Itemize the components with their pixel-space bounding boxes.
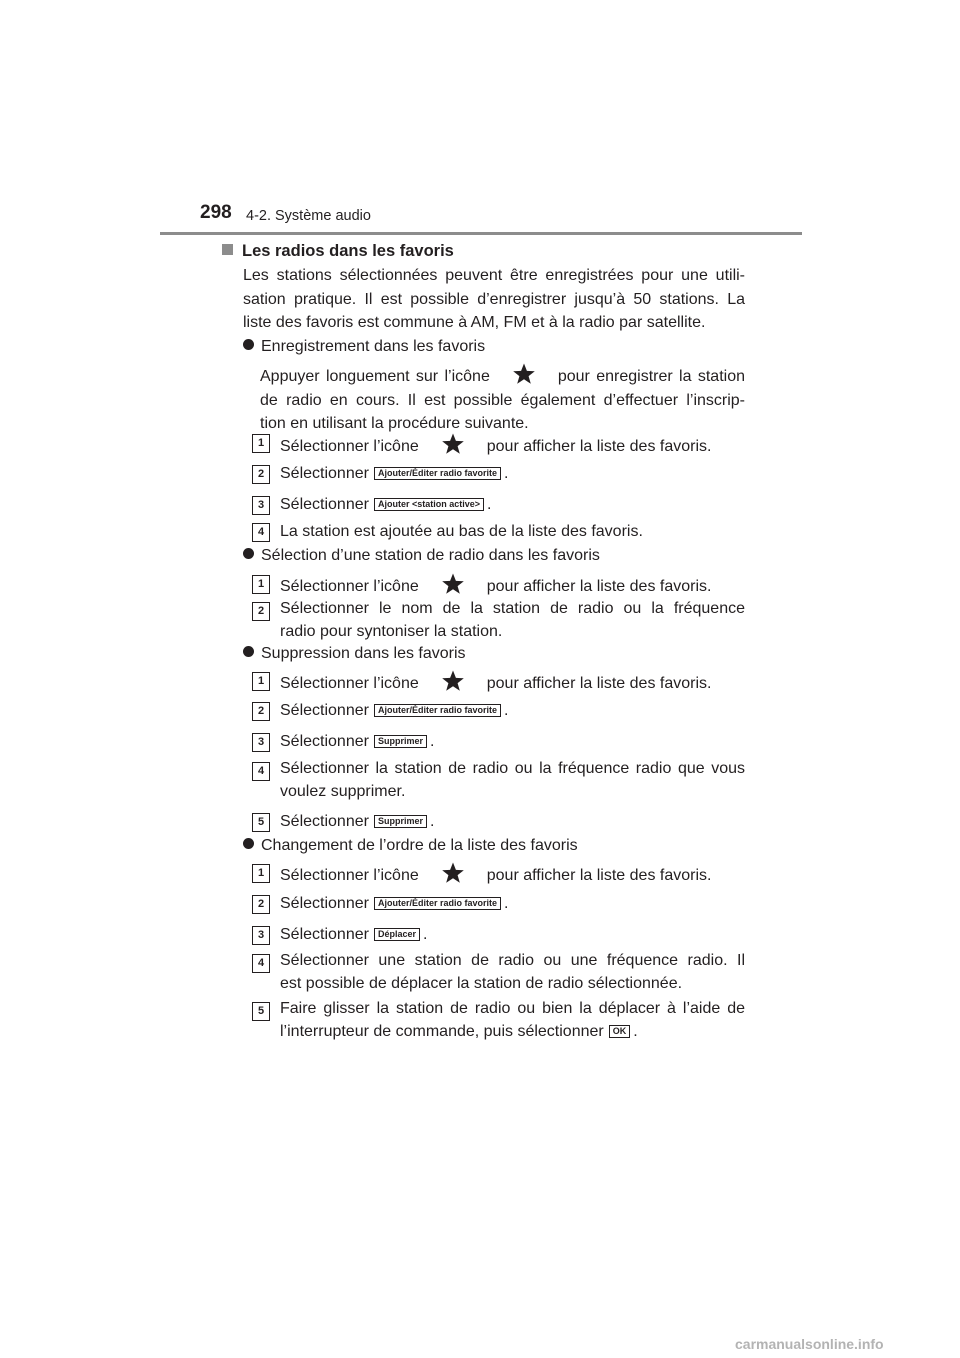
step-text: Sélectionner (280, 733, 369, 750)
bullet-reorder-text: Changement de l’ordre de la liste des favoris (261, 837, 578, 854)
step-text: Sélectionner (280, 895, 369, 912)
bullet-delete (243, 643, 466, 665)
description-line: tion en utilisant la procédure suivante. (260, 415, 529, 432)
header-divider (160, 232, 802, 235)
step-text: . (633, 1022, 638, 1040)
step-number: 3 (252, 496, 270, 515)
bullet-dot-icon (243, 548, 254, 559)
step-number: 1 (252, 672, 270, 691)
register-description (260, 362, 745, 436)
step-text: Sélectionner l’icône (280, 867, 419, 884)
move-button[interactable]: Déplacer (374, 928, 420, 941)
reorder-step-5 (280, 998, 745, 1043)
step-line: Sélectionner une station de radio ou une fréquence radio. Il (280, 952, 745, 969)
bullet-select-text: Sélection d’une station de radio dans les favoris (261, 547, 600, 564)
step-text: pour afficher la liste des favoris. (486, 578, 712, 595)
add-edit-favorite-button[interactable]: Ajouter/Éditer radio favorite (374, 467, 501, 480)
intro-line: Les stations sélectionnées peuvent être enregistrées pour une utili- (243, 267, 745, 284)
step-text: Sélectionner (280, 465, 369, 482)
step-text: Sélectionner (280, 496, 369, 513)
bullet-dot-icon (243, 339, 254, 350)
add-edit-favorite-button[interactable]: Ajouter/Éditer radio favorite (374, 704, 501, 717)
star-icon (441, 572, 465, 596)
delete-button[interactable]: Supprimer (374, 735, 427, 748)
step-text: Sélectionner (280, 926, 369, 943)
bullet-register (243, 336, 485, 358)
step-number: 1 (252, 434, 270, 453)
description-text: pour enregistrer la station (557, 368, 745, 385)
register-step-3 (280, 494, 491, 517)
step-number: 4 (252, 762, 270, 781)
bullet-register-text: Enregistrement dans les favoris (261, 338, 486, 355)
intro-line: liste des favoris est commune à AM, FM et à la radio par satellite. (243, 314, 706, 331)
bullet-dot-icon (243, 646, 254, 657)
step-number: 1 (252, 575, 270, 594)
step-number: 1 (252, 864, 270, 883)
section-title-text: Les radios dans les favoris (242, 242, 454, 260)
register-step-4: La station est ajoutée au bas de la liste des favoris. (280, 523, 643, 540)
step-text: . (429, 733, 435, 750)
step-number: 3 (252, 926, 270, 945)
watermark: carmanualsonline.info (735, 1336, 884, 1352)
step-number: 4 (252, 523, 270, 542)
reorder-step-3 (280, 924, 427, 947)
step-text: Sélectionner l’icône (280, 578, 419, 595)
step-text: pour afficher la liste des favoris. (486, 675, 712, 692)
delete-step-2 (280, 700, 508, 723)
star-icon (441, 861, 465, 885)
description-line: de radio en cours. Il est possible également d’effectuer l’inscrip- (260, 391, 745, 409)
step-number: 2 (252, 465, 270, 484)
step-text: . (503, 895, 509, 912)
chapter-title: 4-2. Système audio (246, 208, 371, 224)
select-step-2 (280, 598, 745, 643)
delete-step-5 (280, 811, 434, 834)
description-line (260, 362, 745, 389)
step-number: 5 (252, 813, 270, 832)
page-number: 298 (200, 202, 232, 223)
step-number: 4 (252, 954, 270, 973)
delete-step-1 (280, 669, 711, 696)
step-text: . (422, 926, 428, 943)
bullet-delete-text: Suppression dans les favoris (261, 645, 466, 662)
step-text: pour afficher la liste des favoris. (486, 438, 712, 455)
step-text: Sélectionner (280, 813, 369, 830)
step-number: 2 (252, 895, 270, 914)
step-line: voulez supprimer. (280, 782, 406, 800)
step-number: 3 (252, 733, 270, 752)
add-active-station-button[interactable]: Ajouter <station active> (374, 498, 484, 511)
step-number: 2 (252, 602, 270, 621)
star-icon (512, 362, 536, 386)
star-icon (441, 669, 465, 693)
step-number: 5 (252, 1002, 270, 1021)
register-step-1 (280, 432, 711, 459)
reorder-step-2 (280, 893, 508, 916)
add-edit-favorite-button[interactable]: Ajouter/Éditer radio favorite (374, 897, 501, 910)
ok-button[interactable]: OK (609, 1025, 631, 1038)
step-line (280, 1021, 745, 1044)
step-text: . (503, 702, 509, 719)
reorder-step-1 (280, 861, 711, 888)
step-text: pour afficher la liste des favoris. (486, 867, 712, 884)
step-text: l’interrupteur de commande, puis sélectionner (280, 1022, 604, 1040)
step-text: Sélectionner l’icône (280, 438, 419, 455)
step-text: . (429, 813, 435, 830)
description-text: Appuyer longuement sur l’icône (260, 368, 490, 385)
register-step-2 (280, 463, 508, 486)
section-title (222, 242, 454, 261)
step-line: est possible de déplacer la station de radio sélectionnée. (280, 974, 683, 992)
step-line: Sélectionner le nom de la station de radio ou la fréquence (280, 600, 745, 617)
step-text: . (503, 465, 509, 482)
reorder-step-4 (280, 950, 745, 995)
intro-paragraph (243, 264, 745, 335)
delete-step-4 (280, 758, 745, 803)
square-bullet-icon (222, 244, 233, 255)
intro-line: sation pratique. Il est possible d’enregistrer jusqu’à 50 stations. La (243, 290, 745, 308)
delete-step-3 (280, 731, 434, 754)
bullet-reorder (243, 835, 578, 857)
step-text: Sélectionner (280, 702, 369, 719)
step-line: radio pour syntoniser la station. (280, 622, 503, 640)
step-number: 2 (252, 702, 270, 721)
bullet-select (243, 545, 600, 567)
bullet-dot-icon (243, 838, 254, 849)
step-line: Sélectionner la station de radio ou la fréquence radio que vous (280, 760, 745, 777)
star-icon (441, 432, 465, 456)
step-text: Sélectionner l’icône (280, 675, 419, 692)
delete-button[interactable]: Supprimer (374, 815, 427, 828)
select-step-1 (280, 572, 711, 599)
step-line: Faire glisser la station de radio ou bien la déplacer à l’aide de (280, 1000, 745, 1017)
step-text: . (487, 496, 492, 513)
